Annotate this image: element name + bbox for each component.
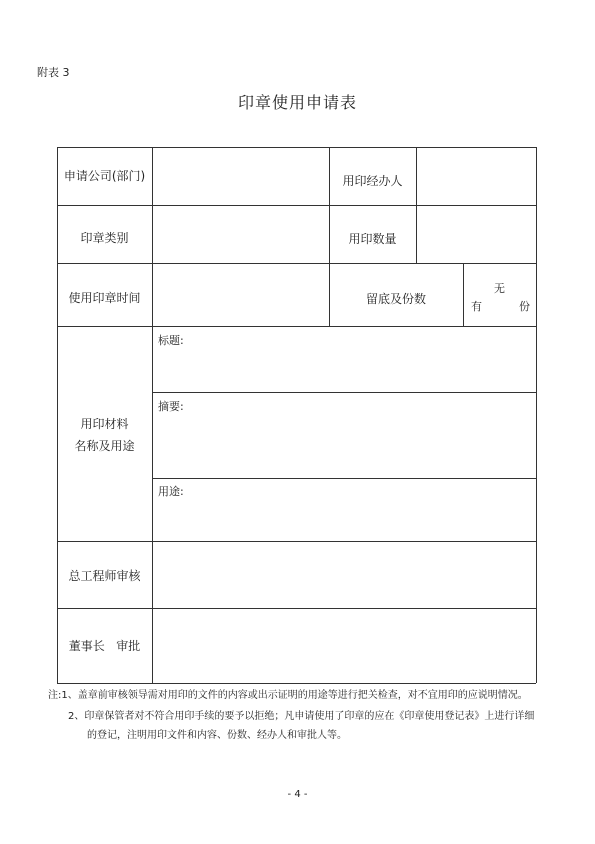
- note-1-text: 1、盖章前审核领导需对用印的文件的内容或出示证明的用途等进行把关检查，对不宜用印的应说明情况。: [61, 690, 528, 701]
- label-seal-type: 印章类别: [80, 231, 129, 245]
- notes-prefix: 注:: [48, 690, 62, 701]
- materials-heading-field: 标题:: [158, 334, 184, 347]
- chairman-action: 审批: [116, 639, 141, 653]
- note-2-line1: 2、印章保管者对不符合用印手续的要予以拒绝；凡申请使用了印章的应在《印章使用登记表》上进行详细: [68, 711, 535, 722]
- label-seal-quantity: 用印数量: [348, 232, 397, 246]
- label-chief-engineer-review: 总工程师审核: [68, 569, 141, 583]
- materials-divider: [152, 392, 536, 393]
- row-divider: [57, 541, 536, 542]
- chairman-label: 董事长: [68, 639, 105, 653]
- label-retained-copies: 留底及份数: [365, 292, 426, 306]
- label-use-time: 使用印章时间: [68, 291, 141, 305]
- label-materials-line1: 用印材料: [80, 417, 129, 431]
- table-bottom-border: [57, 683, 536, 684]
- materials-divider: [152, 478, 536, 479]
- materials-purpose-field: 用途:: [158, 485, 184, 498]
- label-chairman-approval: [57, 636, 152, 656]
- label-applicant-dept: 申请公司(部门): [63, 169, 146, 183]
- label-operator: 用印经办人: [342, 174, 403, 188]
- row-divider: [57, 263, 536, 264]
- column-divider: [463, 263, 464, 326]
- row-divider: [57, 608, 536, 609]
- table-right-border: [536, 147, 537, 683]
- copies-none: 无: [494, 282, 505, 295]
- column-divider: [416, 147, 417, 263]
- copies-have: 有: [471, 300, 482, 313]
- note-2-line2: 的登记，注明用印文件和内容、份数、经办人和审批人等。: [87, 730, 347, 741]
- table-top-border: [57, 147, 536, 148]
- attachment-label: 附表 3: [37, 66, 70, 79]
- copies-unit: 份: [519, 300, 530, 313]
- row-divider: [57, 326, 536, 327]
- form-title: 印章使用申请表: [237, 93, 357, 112]
- note-1: [48, 686, 528, 706]
- materials-abstract-field: 摘要:: [158, 400, 184, 413]
- page-number: - 4 -: [287, 789, 308, 800]
- row-divider: [57, 205, 536, 206]
- label-column-divider: [152, 147, 153, 683]
- label-materials-line2: 名称及用途: [74, 439, 135, 453]
